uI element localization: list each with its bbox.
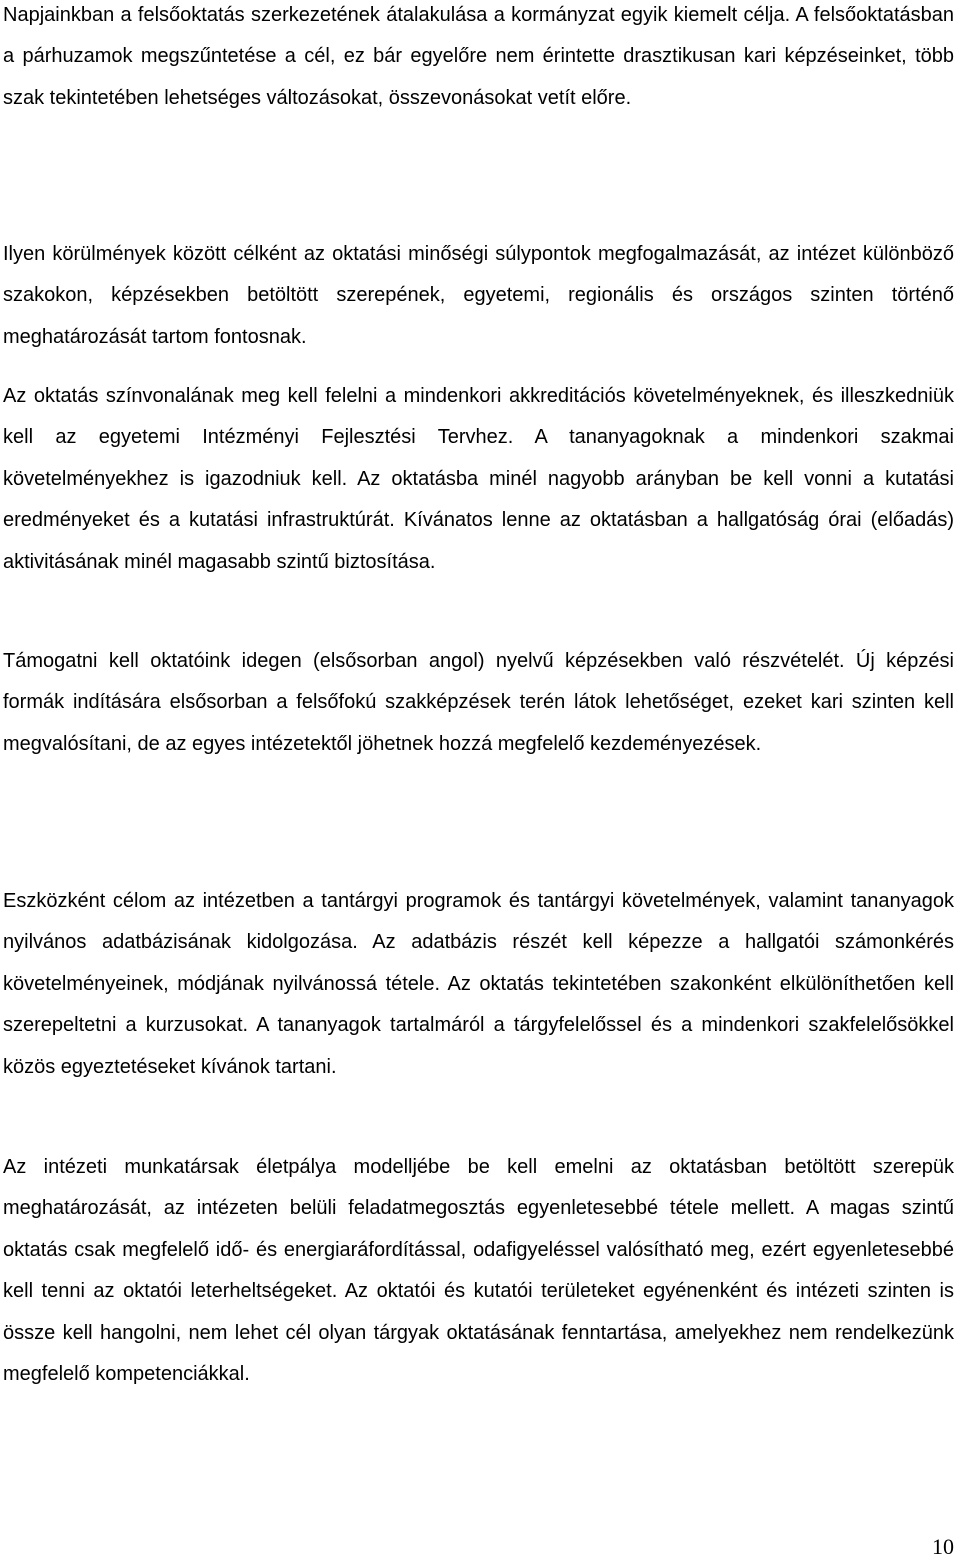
paragraph-3: Az oktatás színvonalának meg kell felelni a mindenkori akkreditációs követelményeknek, és illeszkedniük kell az egyetemi Intézményi Fejlesztési Tervhez. A tananyagoknak a mindenkori szakmai követelményekhez is igazodniuk kell. Az oktatásba minél nagyobb arányban be kell vonni a kutatási eredményeket és a kutatási infrastruktúrát. Kívánatos lenne az oktatásban a hallgatóság órai (előadás) aktivitásának minél magasabb szintű biztosítása.	[3, 385, 954, 573]
page-number: 10	[932, 1534, 954, 1559]
paragraph-5: Eszközként célom az intézetben a tantárgyi programok és tantárgyi követelmények, valamint tananyagok nyilvános adatbázisának kidolgozása. Az adatbázis részét kell képezze a hallgatói számonkérés követelményeinek, módjának nyilvánossá tétele. Az oktatás tekintetében szakonként elkülöníthetően kell szerepeltetni a kurzusokat. A tananyagok tartalmáról a tárgyfelelőssel és a mindenkori szakfelelősökkel közös egyeztetéseket kívánok tartani.	[3, 890, 954, 1078]
paragraph-6: Az intézeti munkatársak életpálya modelljébe be kell emelni az oktatásban betöltött szerepük meghatározását, az intézeten belüli feladatmegosztás egyenletesebbé tétele mellett. A magas szintű oktatás csak megfelelő idő- és energiaráfordítással, odafigyeléssel valósítható meg, ezért egyenletesebbé kell tenni az oktatói leterheltségeket. Az oktatói és kutatói területeket egyénenként és intézeti szinten is össze kell hangolni, nem lehet cél olyan tárgyak oktatásának fenntartása, amelyekhez nem rendelkezünk megfelelő kompetenciákkal.	[3, 1156, 954, 1386]
paragraph-1: Napjainkban a felsőoktatás szerkezetének átalakulása a kormányzat egyik kiemelt célja. A felsőoktatásban a párhuzamok megszűntetése a cél, ez bár egyelőre nem érintette drasztikusan kari képzéseinket, több szak tekintetében lehetséges változásokat, összevonásokat vetít előre.	[3, 4, 954, 109]
paragraph-2: Ilyen körülmények között célként az oktatási minőségi súlypontok megfogalmazását, az intézet különböző szakokon, képzésekben betöltött szerepének, egyetemi, regionális és országos szinten történő meghatározását tartom fontosnak.	[3, 243, 954, 348]
paragraph-4: Támogatni kell oktatóink idegen (elsősorban angol) nyelvű képzésekben való részvételét. Új képzési formák indítására elsősorban a felsőfokú szakképzések terén látok lehetőséget, ezeket kari szinten kell megvalósítani, de az egyes intézetektől jöhetnek hozzá megfelelő kezdeményezések.	[3, 650, 954, 755]
